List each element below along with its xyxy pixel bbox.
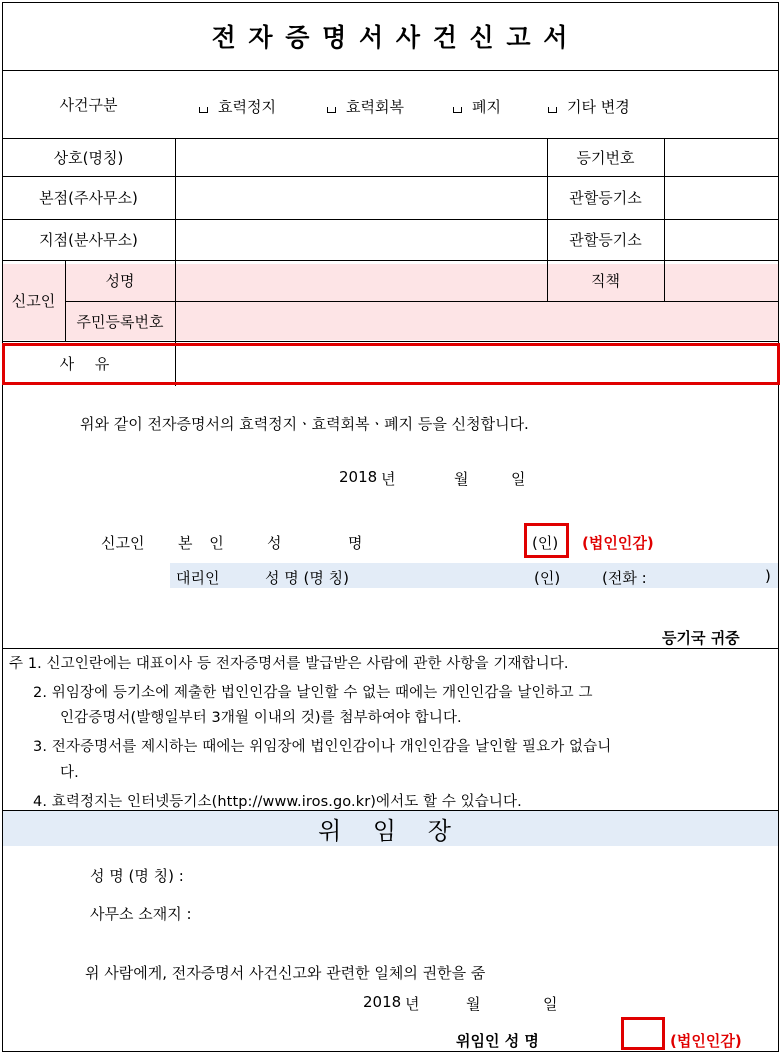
poa-corp-seal-label: (법인인감) [670, 1032, 742, 1050]
poa-name-label: 성 명 (명 칭) : [90, 867, 184, 885]
option-other-change[interactable]: 기타 변경 [548, 96, 630, 117]
seal-mark: (인) [532, 534, 559, 552]
checkbox-icon[interactable] [453, 107, 462, 113]
poa-seal-box [621, 1017, 665, 1050]
id-number-label: 주민등록번호 [76, 312, 164, 331]
checkbox-icon[interactable] [199, 107, 208, 113]
sign-reporter: 신고인 [101, 534, 145, 552]
office2-label: 관할등기소 [569, 231, 642, 249]
office1-label: 관할등기소 [569, 189, 642, 207]
sign-self: 본 인 [178, 534, 230, 552]
poa-delegator-label: 위임인 성 명 [456, 1032, 539, 1050]
poa-delegation-text: 위 사람에게, 전자증명서 사건신고와 관련한 일체의 권한을 줌 [85, 964, 486, 982]
agent-seal-mark: (인) [534, 569, 561, 587]
checkbox-icon[interactable] [327, 107, 336, 113]
statement-text: 위와 같이 전자증명서의 효력정지ㆍ효력회복ㆍ폐지 등을 신청합니다. [80, 415, 529, 433]
poa-date-year: 2018 [363, 993, 402, 1011]
phone-close: ) [765, 567, 771, 585]
reporter-label: 신고인 [11, 292, 56, 310]
registry-addressee: 등기국 귀중 [662, 629, 740, 647]
hq-label: 본점(주사무소) [39, 189, 138, 207]
note-2-cont: 인감증명서(발행일부터 3개월 이내의 것)를 첨부하여야 합니다. [60, 710, 462, 726]
date-month: 월 [454, 470, 469, 488]
note-2: 2. 위임장에 등기소에 제출한 법인인감을 날인할 수 없는 때에는 개인인감을 날인하고 그 [33, 685, 593, 701]
agent-label: 대리인 [176, 569, 220, 587]
poa-date-year-unit: 년 [405, 995, 420, 1013]
phone-label: (전화 : [602, 569, 647, 587]
name-label: 상호(명칭) [53, 148, 124, 167]
option-abolish[interactable]: 폐지 [453, 96, 501, 117]
category-label: 사건구분 [59, 95, 118, 114]
note-3-cont: 다. [60, 765, 79, 781]
poa-date-day: 일 [543, 995, 558, 1013]
sign-name: 성 [267, 534, 282, 552]
form-title: 전 자 증 명 서 사 건 신 고 서 [211, 23, 570, 52]
reason-label: 사 유 [59, 355, 118, 373]
date-year-unit: 년 [381, 470, 396, 488]
agent-name-label: 성 명 (명 칭) [265, 569, 349, 587]
note-3: 3. 전자증명서를 제시하는 때에는 위임장에 법인인감이나 개인인감을 날인할 필요가 없습니 [33, 739, 612, 755]
poa-date-month: 월 [466, 995, 481, 1013]
checkbox-icon[interactable] [548, 107, 557, 113]
poa-address-label: 사무소 소재지 : [90, 905, 192, 923]
date-day: 일 [511, 470, 526, 488]
sign-name-2: 명 [348, 534, 363, 552]
reg-no-label: 등기번호 [576, 148, 635, 167]
seal-highlight [524, 523, 569, 558]
reason-highlight [2, 343, 780, 385]
corp-seal-label: (법인인감) [582, 534, 654, 552]
note-4: 4. 효력정지는 인터넷등기소(http://www.iros.go.kr)에서도 할 수 있습니다. [33, 794, 522, 810]
note-1: 주 1. 신고인란에는 대표이사 등 전자증명서를 발급받은 사람에 관한 사항을 기재합니다. [9, 656, 569, 672]
poa-title: 위 임 장 [318, 816, 463, 845]
date-year: 2018 [339, 468, 378, 486]
branch-label: 지점(분사무소) [39, 231, 138, 249]
reporter-name-label: 성명 [105, 272, 135, 290]
option-restore[interactable]: 효력회복 [327, 96, 404, 117]
position-label: 직책 [591, 272, 620, 290]
option-suspend[interactable]: 효력정지 [199, 96, 276, 117]
